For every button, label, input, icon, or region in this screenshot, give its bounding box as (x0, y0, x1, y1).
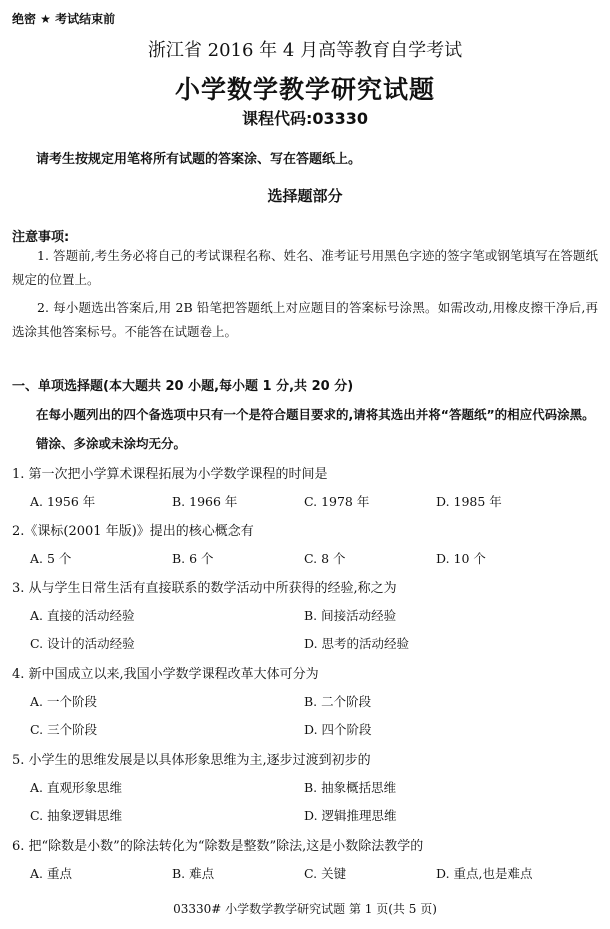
exam-session: 浙江省 2016 年 4 月高等教育自学考试 (147, 40, 463, 61)
option-d: D. 思考的活动经验 (304, 636, 410, 651)
option-b: B. 难点 (172, 866, 215, 881)
section-title: 选择题部分 (267, 187, 343, 205)
option-a: A. 一个阶段 (30, 694, 97, 709)
option-c: C. 三个阶段 (30, 722, 98, 737)
option-d: D. 四个阶段 (304, 722, 372, 737)
option-a: A. 直接的活动经验 (30, 608, 135, 623)
option-c: C. 1978 年 (304, 494, 370, 509)
part1-heading: 一、单项选择题(本大题共 20 小题,每小题 1 分,共 20 分) (12, 379, 354, 394)
option-b: B. 1966 年 (172, 494, 238, 509)
option-b: B. 间接活动经验 (304, 608, 397, 623)
option-a: A. 直观形象思维 (30, 780, 122, 795)
instruction: 请考生按规定用笔将所有试题的答案涂、写在答题纸上。 (36, 152, 362, 167)
option-c: C. 8 个 (304, 551, 346, 566)
page-footer: 03330# 小学数学教学研究试题 第 1 页(共 5 页) (173, 902, 437, 916)
notes-heading: 注意事项: (12, 230, 70, 245)
option-b: B. 6 个 (172, 551, 214, 566)
paper-title: 小学数学教学研究试题 (174, 75, 435, 104)
option-c: C. 关键 (304, 866, 347, 881)
option-c: C. 设计的活动经验 (30, 636, 135, 651)
note-item: 2. 每小题选出答案后,用 2B 铅笔把答题纸上对应题目的答案标号涂黑。如需改动,用橡皮擦干净后,再选涂其他答案标号。不能答在试题卷上。 (12, 300, 598, 339)
question-stem: 1. 第一次把小学算术课程拓展为小学数学课程的时间是 (12, 467, 328, 482)
confidential-label: 绝密 ★ 考试结束前 (12, 12, 116, 26)
option-a: A. 重点 (30, 866, 72, 881)
question-stem: 6. 把“除数是小数”的除法转化为“除数是整数”除法,这是小数除法教学的 (12, 839, 424, 854)
question-stem: 2.《课标(2001 年版)》提出的核心概念有 (12, 524, 254, 539)
option-d: D. 重点,也是难点 (436, 866, 533, 881)
question-stem: 4. 新中国成立以来,我国小学数学课程改革大体可分为 (12, 667, 319, 682)
note-item: 1. 答题前,考生务必将自己的考试课程名称、姓名、准考证号用黑色字迹的签字笔或钢笔填写在答题纸规定的位置上。 (12, 248, 598, 287)
option-a: A. 5 个 (30, 551, 72, 566)
option-b: B. 抽象概括思维 (304, 780, 397, 795)
option-a: A. 1956 年 (30, 494, 96, 509)
option-d: D. 1985 年 (436, 494, 502, 509)
part1-description: 在每小题列出的四个备选项中只有一个是符合题目要求的,请将其选出并将“答题纸”的相应代码涂黑。错涂、多涂或未涂均无分。 (36, 407, 595, 451)
option-d: D. 逻辑推理思维 (304, 808, 397, 823)
question-stem: 3. 从与学生日常生活有直接联系的数学活动中所获得的经验,称之为 (12, 581, 397, 596)
question-stem: 5. 小学生的思维发展是以具体形象思维为主,逐步过渡到初步的 (12, 753, 371, 768)
course-code: 课程代码:03330 (241, 109, 369, 128)
option-d: D. 10 个 (436, 551, 486, 566)
option-c: C. 抽象逻辑思维 (30, 808, 123, 823)
option-b: B. 二个阶段 (304, 694, 372, 709)
